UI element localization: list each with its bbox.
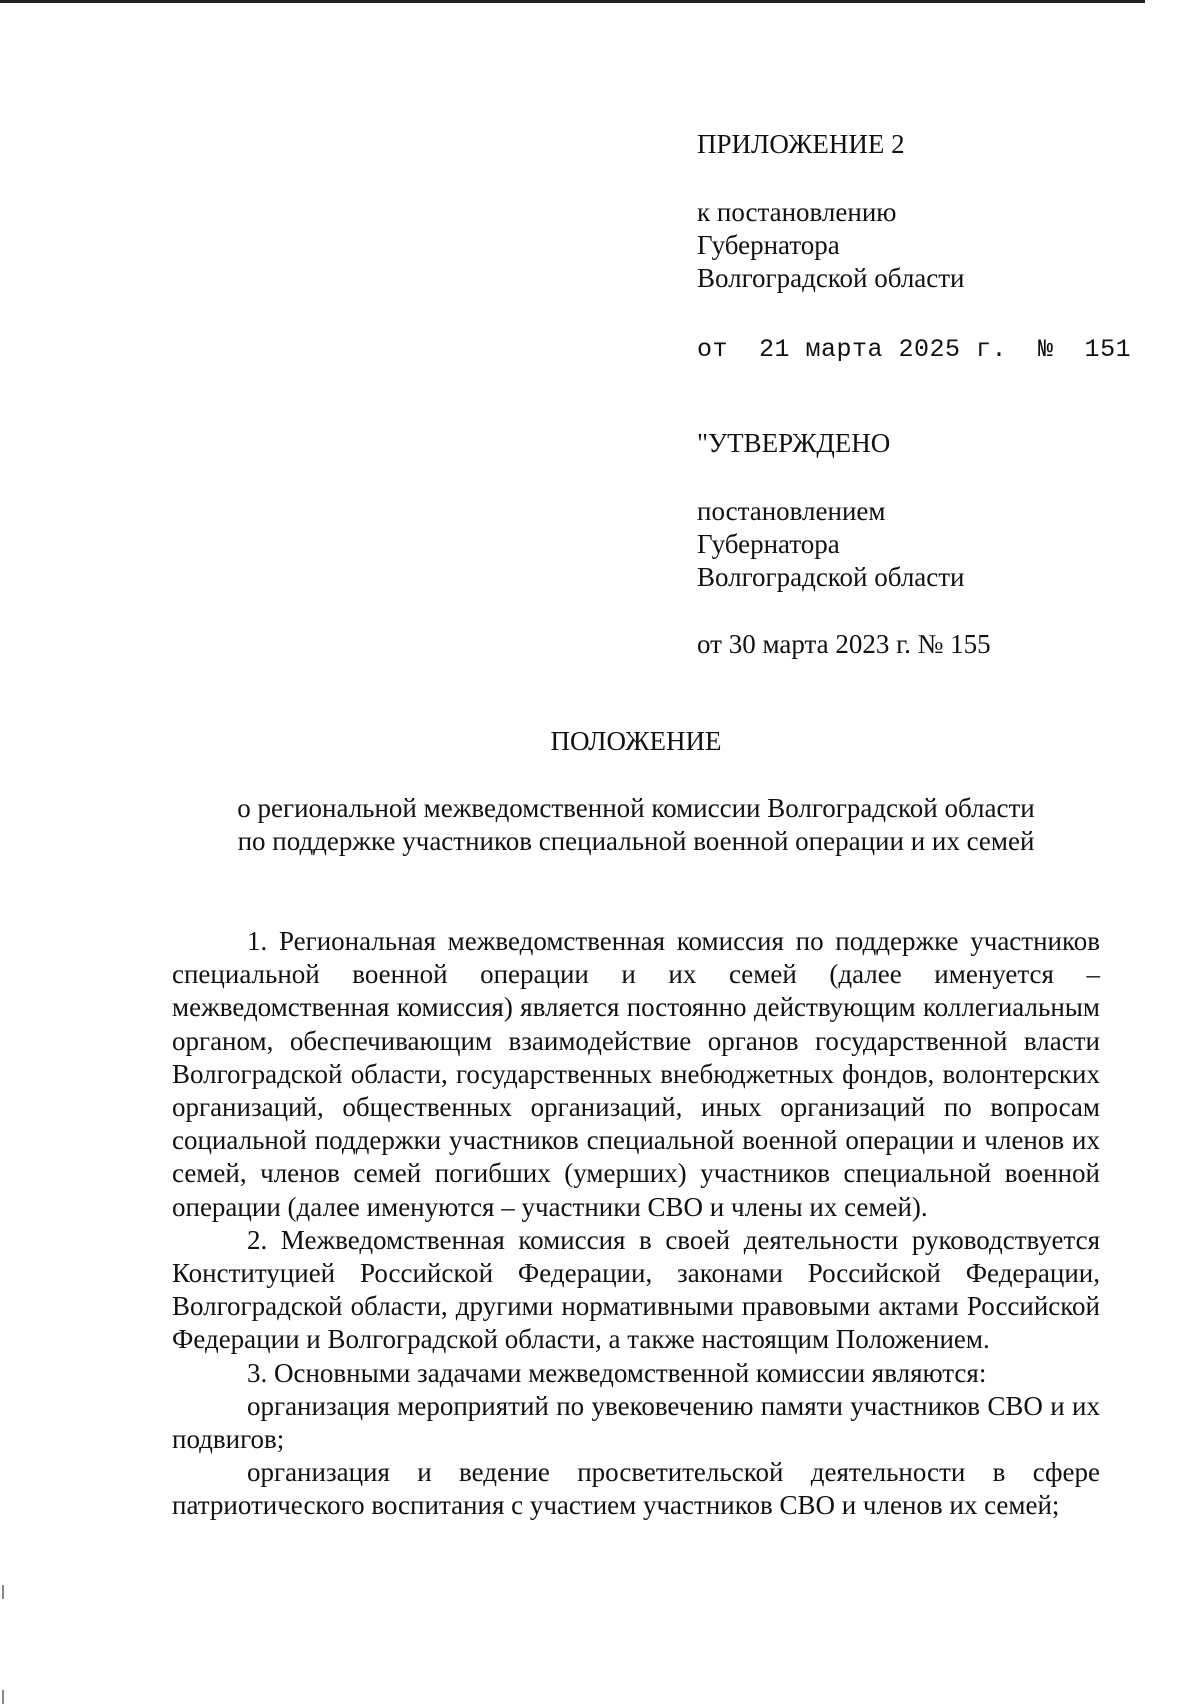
appendix-ref-line: Волгоградской области (697, 263, 965, 293)
appendix-date-number: от 21 марта 2025 г. № 151 (697, 335, 1132, 364)
appendix-ref-line: к постановлению (697, 197, 897, 227)
appendix-reference-block (697, 196, 965, 295)
paragraph-task-1: организация мероприятий по увековечению памяти участников СВО и их подвигов; (172, 1390, 1100, 1455)
appendix-ref-line: Губернатора (697, 230, 840, 260)
document-title: ПОЛОЖЕНИЕ (550, 726, 722, 756)
scan-top-border (0, 0, 1145, 3)
paragraph-2: 2. Межведомственная комиссия в своей деятельности руководствуется Конституцией Российской Федерации, законами Российской Федерации, Волгоградской области, другими нормативными правовыми актами Российской Федерации и Волгоградской области, а также настоящим Положением. (172, 1224, 1100, 1355)
document-subtitle (172, 792, 1100, 858)
document-subtitle-line: о региональной межведомственной комиссии Волгоградской области (237, 793, 1035, 823)
approved-ref-line: Волгоградской области (697, 562, 965, 592)
approved-ref-line: Губернатора (697, 529, 840, 559)
scan-artifact-mark (2, 1690, 4, 1704)
paragraph-1: 1. Региональная межведомственная комиссия по поддержке участников специальной военной операции и их семей (далее именуется – межведомственная комиссия) является постоянно действующим коллегиальным органом, обеспечивающим взаимодействие органов государственной власти Волгоградской области, государственных внебюджетных фондов, волонтерских организаций, общественных организаций, иных организаций по вопросам социальной поддержки участников специальной военной операции и членов их семей, членов семей погибших (умерших) участников специальной военной операции (далее именуются – участники СВО и члены их семей). (172, 926, 1100, 1222)
document-body (172, 925, 1100, 1523)
paragraph-task-2: организация и ведение просветительской деятельности в сфере патриотического воспитания с участием участников СВО и членов их семей; (172, 1457, 1100, 1521)
document-subtitle-line: по поддержке участников специальной военной операции и их семей (237, 826, 1035, 856)
approved-title-block (697, 427, 890, 460)
scan-artifact-mark (2, 1585, 4, 1599)
appendix-title: ПРИЛОЖЕНИЕ 2 (697, 129, 905, 159)
appendix-title-block (697, 128, 905, 161)
approved-ref-line: постановлением (697, 496, 886, 526)
approved-reference-block (697, 495, 965, 594)
paragraph-3: 3. Основными задачами межведомственной комиссии являются: (247, 1357, 987, 1388)
document-heading (172, 725, 1100, 758)
appendix-date-block (697, 333, 1131, 366)
approved-title: "УТВЕРЖДЕНО (697, 428, 891, 458)
approved-date-number: от 30 марта 2023 г. № 155 (697, 629, 991, 659)
approved-date-block (697, 628, 991, 661)
